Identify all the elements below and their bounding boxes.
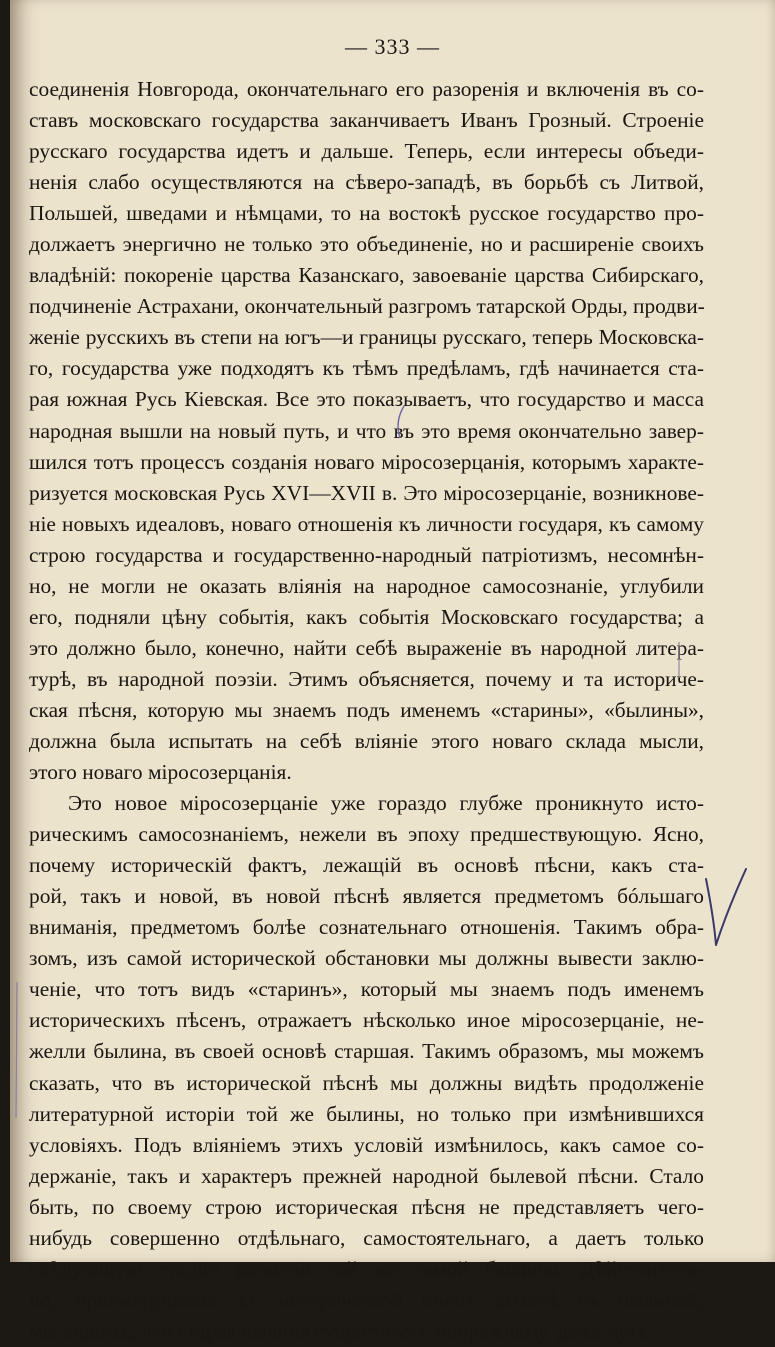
text-line: историческихъ пѣсенъ, отражаетъ нѣсколько иное міросозерцаніе, не- [29, 1008, 704, 1033]
text-line: нибудь совершенно отдѣльнаго, самостоятельнаго, а даетъ только [29, 1225, 704, 1250]
text-pencil-stroke-2 [674, 640, 684, 680]
text-line: го, государства уже подходятъ къ тѣмъ предѣламъ, гдѣ начинается ста- [29, 356, 704, 381]
text-line: женіе русскихъ въ степи на югъ—и границы русскаго, теперь Московска- [29, 325, 704, 350]
paragraph-1 [29, 74, 704, 788]
text-line: мы видимъ, что старая былина существуетъ попрежнему, даже чуть- [29, 1318, 655, 1343]
body-text [29, 74, 704, 1347]
text-line: рая южная Русь Кіевская. Все это показываетъ, что государство и масса [29, 387, 704, 412]
paragraph-2 [29, 788, 704, 1347]
text-line: народная вышли на новый путь, и что въ это время окончательно завер- [29, 418, 704, 443]
text-line: ризуется московская Русь XVI—XVII в. Это міросозерцаніе, возникнове- [29, 480, 704, 505]
text-line: рой, такъ и новой, въ новой пѣснѣ является предметомъ бóльшаго [29, 884, 704, 909]
text-line: желли былина, въ своей основѣ старшая. Такимъ образомъ, мы можемъ [29, 1039, 704, 1064]
book-page [10, 0, 775, 1343]
text-line: ченіе, что тотъ видъ «старинъ», который мы знаемъ подъ именемъ [29, 977, 704, 1002]
text-pencil-stroke [390, 404, 410, 440]
text-line: турѣ, въ народной поэзіи. Этимъ объясняется, почему и та историче- [29, 666, 704, 691]
text-line: слѣдующую стадію развитія той же самой былины. Дѣйствитель- [29, 1256, 704, 1281]
text-line: этого новаго міросозерцанія. [29, 760, 292, 785]
text-line: должаетъ энергично не только это объединеніе, но и расширеніе своихъ [29, 232, 704, 257]
text-line: держаніе, такъ и характеръ прежней народной былевой пѣсни. Стало [29, 1163, 704, 1188]
text-line: зомъ, изъ самой исторической обстановки мы должны вывести заклю- [29, 946, 704, 971]
margin-check-mark [700, 865, 750, 955]
text-line: должна была испытать на себѣ вліяніе этого новаго склада мысли, [29, 728, 704, 753]
text-line: его, подняли цѣну событія, какъ событія Московскаго государства; а [29, 604, 704, 629]
text-line: строю государства и государственно-народный патріотизмъ, несомнѣн- [29, 542, 704, 567]
text-line: Это новое міросозерцаніе уже гораздо глубже проникнуто исто- [68, 791, 704, 816]
text-line: шился тотъ процессъ созданія новаго міросозерцанія, которымъ характе- [29, 449, 704, 474]
text-line: вниманія, предметомъ болѣе сознательнаго отношенія. Такимъ обра- [29, 915, 704, 940]
text-line: но, присматриваясь къ исторической пѣснѣ вмѣстѣ съ былиной, [29, 1287, 704, 1312]
text-line: но, не могли не оказать вліянія на народное самосознаніе, углубили [29, 573, 704, 598]
text-line: русскаго государства идетъ и дальше. Теперь, если интересы объеди- [29, 139, 704, 164]
text-line: ская пѣсня, которую мы знаемъ подъ именемъ «старины», «былины», [29, 697, 704, 722]
text-line: Польшей, шведами и нѣмцами, то на востокѣ русское государство про- [29, 201, 704, 226]
text-line: почему историческій фактъ, лежащій въ основѣ пѣсни, какъ ста- [29, 853, 704, 878]
text-line: ненія слабо осуществляются на сѣверо-западѣ, въ борьбѣ съ Литвой, [29, 170, 704, 195]
text-line: ніе новыхъ идеаловъ, новаго отношенія къ личности государя, къ самому [29, 511, 704, 536]
text-line: литературной исторіи той же былины, но только при измѣнившихся [29, 1101, 704, 1126]
text-line: соединенія Новгорода, окончательнаго его разоренія и включенія въ со- [29, 77, 704, 101]
text-line: условіяхъ. Подъ вліяніемъ этихъ условій измѣнилось, какъ самое со- [29, 1132, 704, 1157]
text-line: ставъ московскаго государства заканчиваетъ Иванъ Грозный. Строеніе [29, 108, 704, 133]
text-line: рическимъ самосознаніемъ, нежели въ эпоху предшествующую. Ясно, [29, 822, 704, 847]
text-line: быть, по своему строю историческая пѣсня не представляетъ чего- [29, 1194, 704, 1219]
margin-pencil-line [10, 980, 24, 1120]
text-line: владѣній: покореніе царства Казанскаго, завоеваніе царства Сибирскаго, [29, 263, 704, 288]
text-line: подчиненіе Астрахани, окончательный разгромъ татарской Орды, продви- [29, 294, 705, 319]
text-line: это должно было, конечно, найти себѣ выраженіе въ народной литера- [29, 635, 704, 660]
text-line: сказать, что въ исторической пѣснѣ мы должны видѣть продолженіе [29, 1070, 704, 1095]
page-number: — 333 — [345, 34, 440, 59]
